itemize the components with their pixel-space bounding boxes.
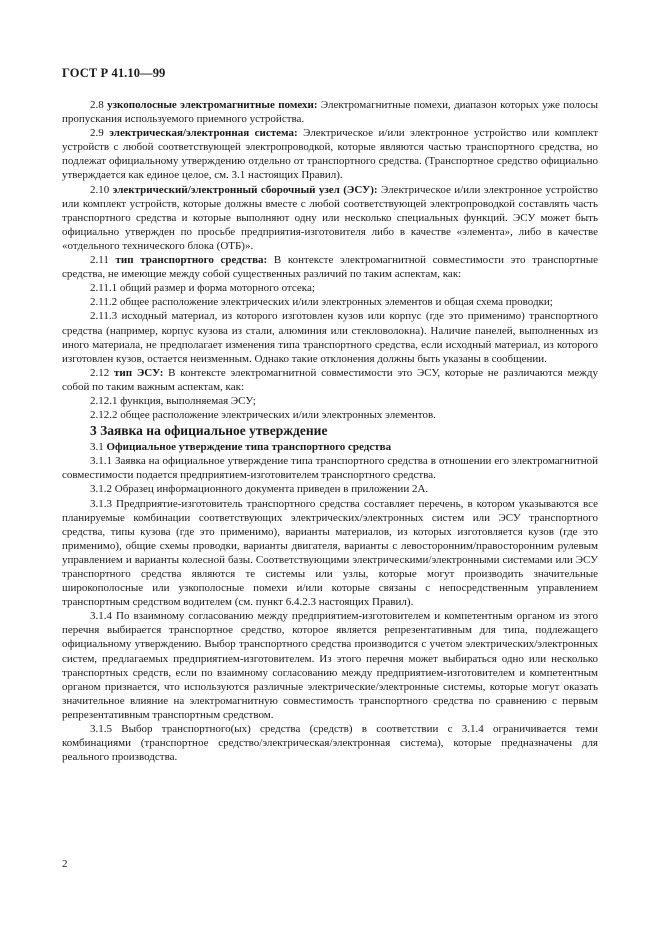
definition: В контексте электромагнитной совместимости это транспортные средства, не имеющие между собой существенных различий по таким аспектам, как: <box>62 254 598 281</box>
paragraph-3-1-3: 3.1.3 Предприятие-изготовитель транспортного средства составляет перечень, в котором указываются все планируемые комбинации соответствующих электрических/электронных систем или ЭСУ транспортного средства, типы кузова (где это применимо), варианты материалов, из которых изготовляется кузов (где это применимо), общие схемы проводки, варианты двигателя, варианты с левосторонним/правосторонним рулевым управлением и варианты колесной базы. Соответствующими электрическими/электронными системами или ЭСУ транспортного средства являются те системы или узлы, которые могут производить значительные широкополосные или узкополосные помехи и/или которые связаны с непосредственным управлением транспортным средством водителем (см. пункт 6.4.2.3 настоящих Правил). <box>62 497 598 609</box>
paragraph-3-1-5: 3.1.5 Выбор транспортного(ых) средства (средств) в соответствии с 3.1.4 ограничивается теми комбинациями (транспортное средство/электрическая/электронная система), которые предназначены для реального производства. <box>62 723 598 764</box>
clause-number: 2.11 <box>90 254 109 267</box>
clause-number: 2.10 <box>90 183 110 196</box>
clause-number: 2.8 <box>90 99 104 111</box>
document-code: ГОСТ Р 41.10—99 <box>62 66 166 80</box>
term: тип ЭСУ: <box>114 366 164 379</box>
definition: Электрическое и/или электронное устройство или комплект устройств, которые должны вместе с любой соответствующей электропроводкой составлять часть транспортного средства и которые выполняют одну или несколько специальных функций. ЭСУ может быть официально утвержден по просьбе предприятия-изготовителя либо в качестве «элемента», либо в качестве «отдельного технического блока (ОТБ)». <box>62 183 599 252</box>
term: электрическая/электронная система: <box>109 127 298 140</box>
clause-number: 2.12 <box>90 366 110 379</box>
paragraph-3-1-1: 3.1.1 Заявка на официальное утверждение типа транспортного средства в отношении его электромагнитной совместимости подается предприятием-изготовителем транспортного средства. <box>62 455 598 482</box>
document-body <box>62 98 598 764</box>
paragraph-2-11-3: 2.11.3 исходный материал, из которого изготовлен кузов или корпус (где это применимо) транспортного средства (например, корпус кузова из стали, алюминия или стекловолокна). Наличие панелей, выполненных из иного материала, не предполагает изменения типа транспортного средства, если исходный материал, из которого изготовлен кузов, остается неизменным. Однако такие отклонения должны быть указаны в сообщении. <box>62 310 598 365</box>
term: узкополосные электромагнитные помехи: <box>107 99 318 111</box>
section-heading: 3 Заявка на официальное утверждение <box>90 423 328 439</box>
definition: В контексте электромагнитной совместимости это ЭСУ, которые не различаются между собой по таким важным аспектам, как: <box>62 366 599 393</box>
paragraph-2-12-1: 2.12.1 функция, выполняемая ЭСУ; <box>90 394 256 407</box>
page-number: 2 <box>62 858 68 870</box>
paragraph-2-10 <box>62 183 598 253</box>
paragraph-2-11 <box>62 253 598 281</box>
definition: Электромагнитные помехи, диапазон которых уже полосы пропускания используемого приемного устройства. <box>62 99 599 126</box>
paragraph-3-1 <box>62 440 598 454</box>
term: электрический/электронный сборочный узел (ЭСУ): <box>112 183 378 196</box>
paragraph-2-8 <box>62 98 598 126</box>
paragraph-2-12-2: 2.12.2 общее расположение электрических и/или электронных элементов. <box>90 409 436 422</box>
subsection-title: Официальное утверждение типа транспортного средства <box>106 441 392 454</box>
paragraph-2-12 <box>62 366 598 394</box>
definition: Электрическое и/или электронное устройство или комплект устройств с любой соответствующей электропроводкой, которые являются частью транспортного средства, но подлежат официальному утверждению отдельно от транспортного средства. (Транспортное средство официально утверждается как единое целое, см. 3.1 настоящих Правил). <box>62 127 599 182</box>
term: тип транспортного средства: <box>115 254 268 267</box>
clause-number: 2.9 <box>90 127 104 140</box>
paragraph-2-11-2: 2.11.2 общее расположение электрических и/или электронных элементов и общая схема проводки; <box>90 296 553 309</box>
clause-number: 3.1 <box>90 441 104 454</box>
paragraph-2-9 <box>62 126 598 182</box>
paragraph-2-11-1: 2.11.1 общий размер и форма моторного отсека; <box>90 282 315 295</box>
paragraph-3-1-4: 3.1.4 По взаимному согласованию между предприятием-изготовителем и компетентным органом из этого перечня выбирается транспортное средство, которое является репрезентативным для типа, подлежащего официальному утверждению. Выбор транспортного средства производится с учетом электрических/электронных систем, предлагаемых предприятием-изготовителем. Из этого перечня может выбираться одно или несколько транспортных средств, если по взаимному согласованию между предприятием-изготовителем и компетентным органом признается, что используются различные электрические/электронные системы, которые могут оказать значительное влияние на электромагнитную совместимость транспортного средства по сравнению с первым репрезентативным транспортным средством. <box>62 610 598 721</box>
paragraph-3-1-2: 3.1.2 Образец информационного документа приведен в приложении 2А. <box>90 483 429 496</box>
